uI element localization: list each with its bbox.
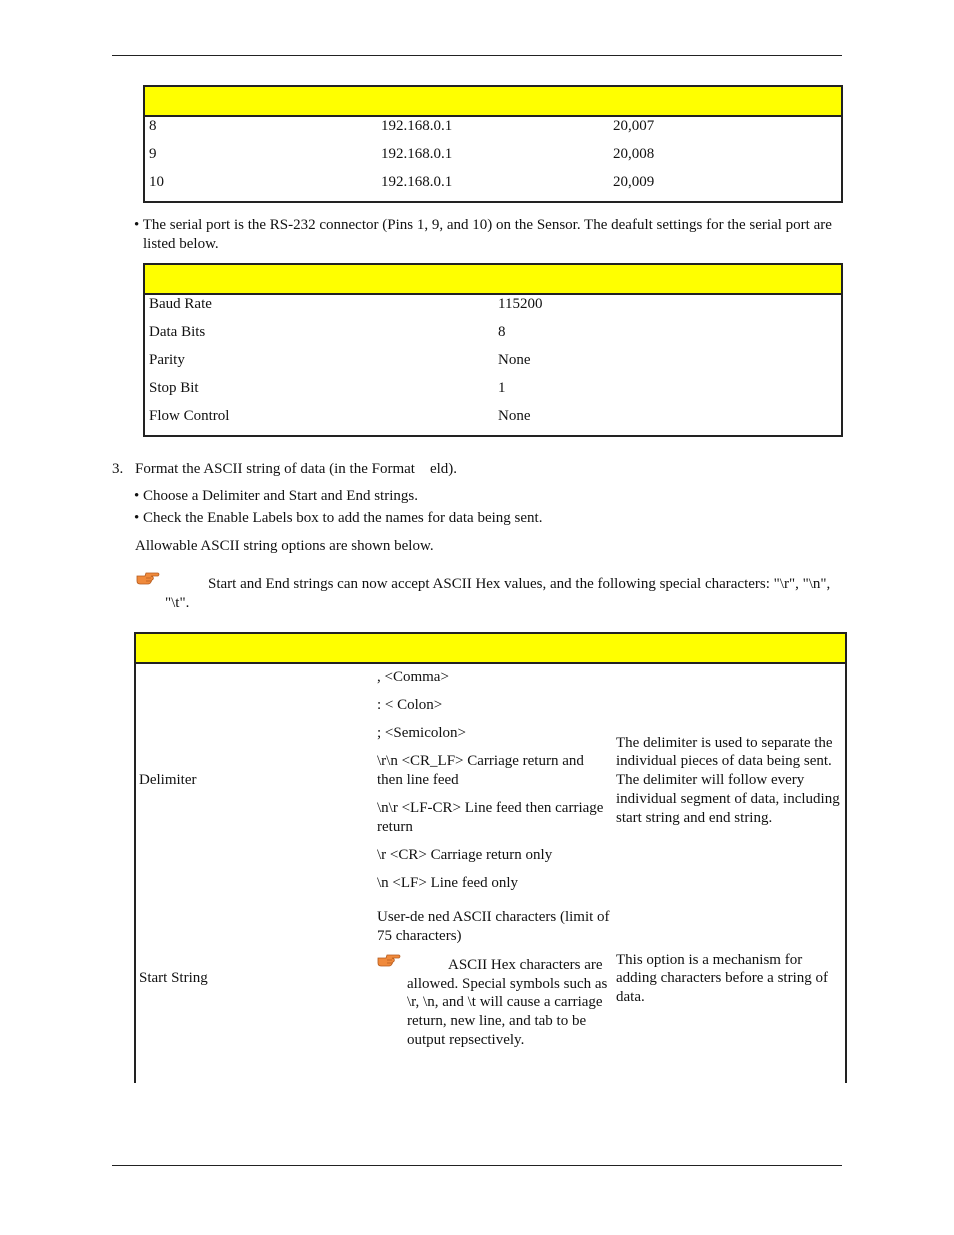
table-cell: 8 — [149, 118, 157, 134]
list-item: : < Colon> — [377, 697, 443, 713]
list-item: \n\r <LF-CR> Line feed then carriage return — [377, 800, 604, 835]
table-cell: 20,009 — [613, 174, 655, 190]
table-row — [136, 664, 845, 894]
setting-name: Baud Rate — [149, 296, 212, 312]
setting-value: 115200 — [498, 296, 543, 312]
footer-rule — [112, 1165, 842, 1166]
list-item: User-de ned ASCII characters (limit of 75 characters) — [377, 909, 610, 944]
table-row — [144, 294, 842, 323]
table-row — [144, 351, 842, 379]
list-item: ; <Semicolon> — [377, 725, 466, 741]
setting-name: Flow Control — [149, 408, 230, 424]
step-bullet: • Choose a Delimiter and Start and End strings. — [134, 488, 418, 504]
setting-name: Stop Bit — [149, 380, 199, 396]
table-cell: 9 — [149, 146, 157, 162]
serial-settings-table — [143, 263, 843, 437]
option-description: The delimiter is used to separate the individual pieces of data being sent. The delimiter will follow every individual segment of data, including start string and end string. — [616, 734, 840, 826]
table-header-row — [136, 634, 845, 664]
inline-note-text: ASCII Hex characters are allowed. Special symbols such as \r, \n, and \t will cause a carriage return, new line, and tab to be output repsectively. — [407, 957, 608, 1048]
table-cell: 20,008 — [613, 146, 655, 162]
step-text: Format the ASCII string of data (in the Format eld). — [135, 461, 458, 477]
table-cell: 20,007 — [613, 118, 655, 134]
header-rule — [112, 55, 842, 56]
table-cell: 10 — [149, 174, 164, 190]
option-label: Start String — [139, 970, 208, 987]
table-header-row — [144, 86, 842, 116]
setting-value: 1 — [498, 380, 506, 396]
inline-note — [377, 956, 611, 1050]
table-row — [144, 145, 842, 173]
option-values — [371, 664, 612, 894]
list-item: \n <LF> Line feed only — [377, 875, 519, 891]
serial-port-bullet: • The serial port is the RS-232 connector (Pins 1, 9, and 10) on the Sensor. The deafult settings for the serial port are listed below. — [134, 217, 832, 252]
table-cell: 192.168.0.1 — [381, 174, 453, 190]
list-item: , <Comma> — [377, 669, 449, 685]
note-text: Start and End strings can now accept ASCII Hex values, and the following special characters: "\r", "\n", "\t". — [165, 576, 831, 611]
table-header-row — [144, 264, 842, 294]
table-row — [144, 407, 842, 436]
setting-value: None — [498, 408, 531, 424]
list-item: \r\n <CR_LF> Carriage return and then line feed — [377, 753, 584, 788]
table-row — [144, 116, 842, 145]
table-cell: 192.168.0.1 — [381, 146, 453, 162]
setting-name: Data Bits — [149, 324, 206, 340]
list-item: \r <CR> Carriage return only — [377, 847, 553, 863]
option-values — [371, 894, 612, 1051]
table-row — [144, 379, 842, 407]
ip-port-table — [143, 85, 843, 203]
table-row — [144, 173, 842, 202]
option-label: Delimiter — [139, 772, 197, 789]
pointing-hand-icon — [136, 570, 160, 586]
table-row — [144, 323, 842, 351]
option-description: This option is a mechanism for adding characters before a string of data. — [616, 951, 828, 1006]
table-cell: 192.168.0.1 — [381, 118, 453, 134]
step-number: 3. — [112, 461, 124, 477]
allowable-text: Allowable ASCII string options are shown below. — [135, 538, 434, 554]
step-bullet: • Check the Enable Labels box to add the names for data being sent. — [134, 510, 543, 526]
setting-value: 8 — [498, 324, 506, 340]
pointing-hand-icon — [377, 952, 401, 968]
table-row — [136, 894, 845, 1051]
setting-name: Parity — [149, 352, 185, 368]
setting-value: None — [498, 352, 531, 368]
ascii-options-table — [134, 632, 847, 1083]
